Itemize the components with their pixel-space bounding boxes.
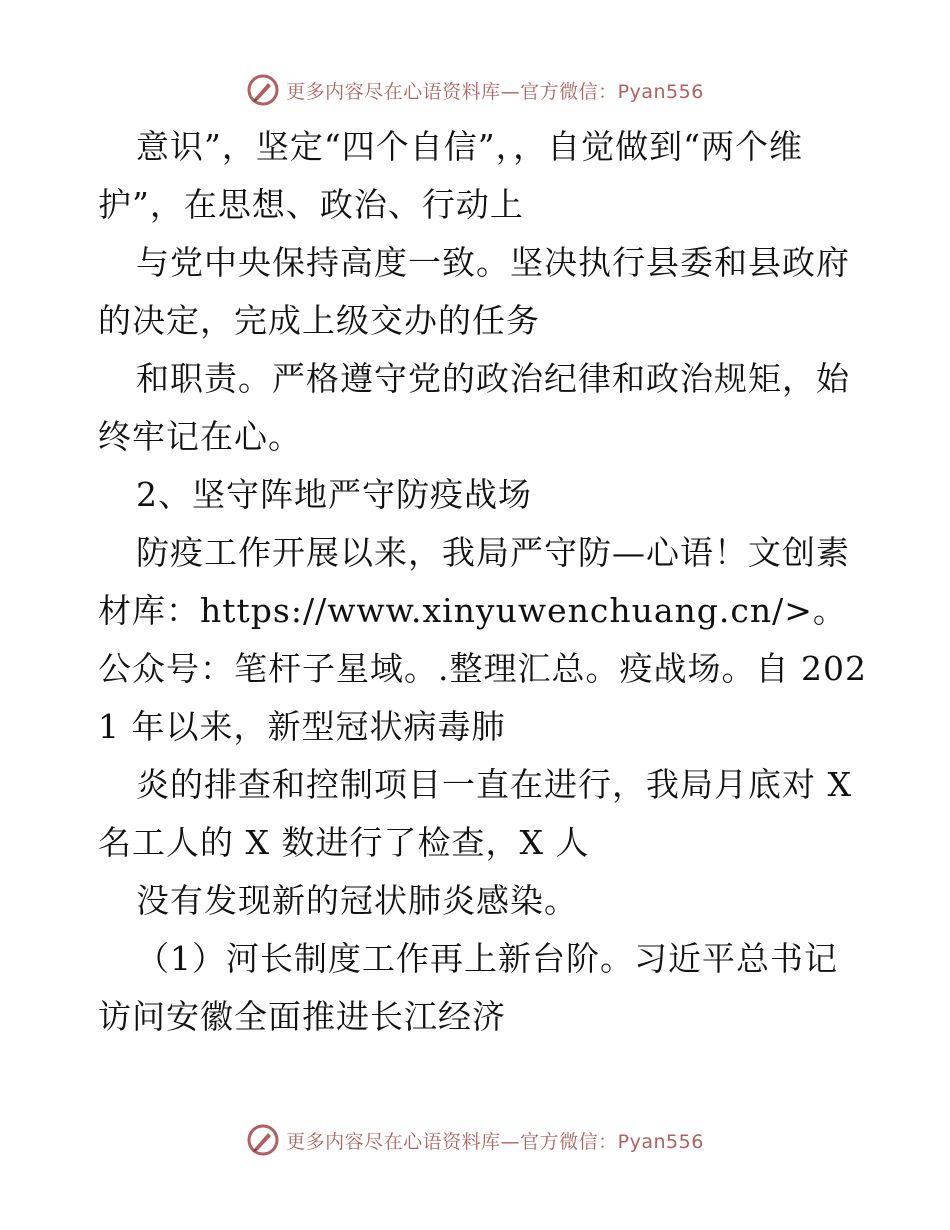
pen-logo-icon [246, 1123, 280, 1157]
pen-logo-icon [246, 73, 280, 107]
paragraph-6: 没有发现新的冠状肺炎感染。 [136, 881, 578, 920]
paragraph-4: 防疫工作开展以来，我局严守防—心语！文创素材库：https://www.xinyuwenchuang.cn/>。公众号：笔杆子星域。.整理汇总。疫战场。自 2021 年以来，新型冠状病毒肺 [98, 533, 867, 746]
paragraph-1: 意识”，坚定“四个自信”，，自觉做到“两个维护”，在思想、政治、行动上 [98, 127, 803, 224]
paragraph-7: （1）河长制度工作再上新台阶。习近平总书记访问安徽全面推进长江经济 [98, 939, 838, 1036]
header-banner [0, 70, 950, 110]
paragraph-5: 炎的排查和控制项目一直在进行，我局月底对 X 名工人的 X 数进行了检查，X 人 [98, 765, 852, 862]
document-body [98, 118, 868, 1046]
header-banner-text: 更多内容尽在心语资料库—官方微信：Pyan556 [286, 80, 704, 103]
section-heading: 2、坚守阵地严守防疫战场 [136, 475, 532, 514]
paragraph-2: 与党中央保持高度一致。坚决执行县委和县政府的决定，完成上级交办的任务 [98, 243, 850, 340]
footer-banner-text: 更多内容尽在心语资料库—官方微信：Pyan556 [286, 1130, 704, 1153]
footer-banner [0, 1120, 950, 1160]
paragraph-3: 和职责。严格遵守党的政治纪律和政治规矩，始终牢记在心。 [98, 359, 850, 456]
